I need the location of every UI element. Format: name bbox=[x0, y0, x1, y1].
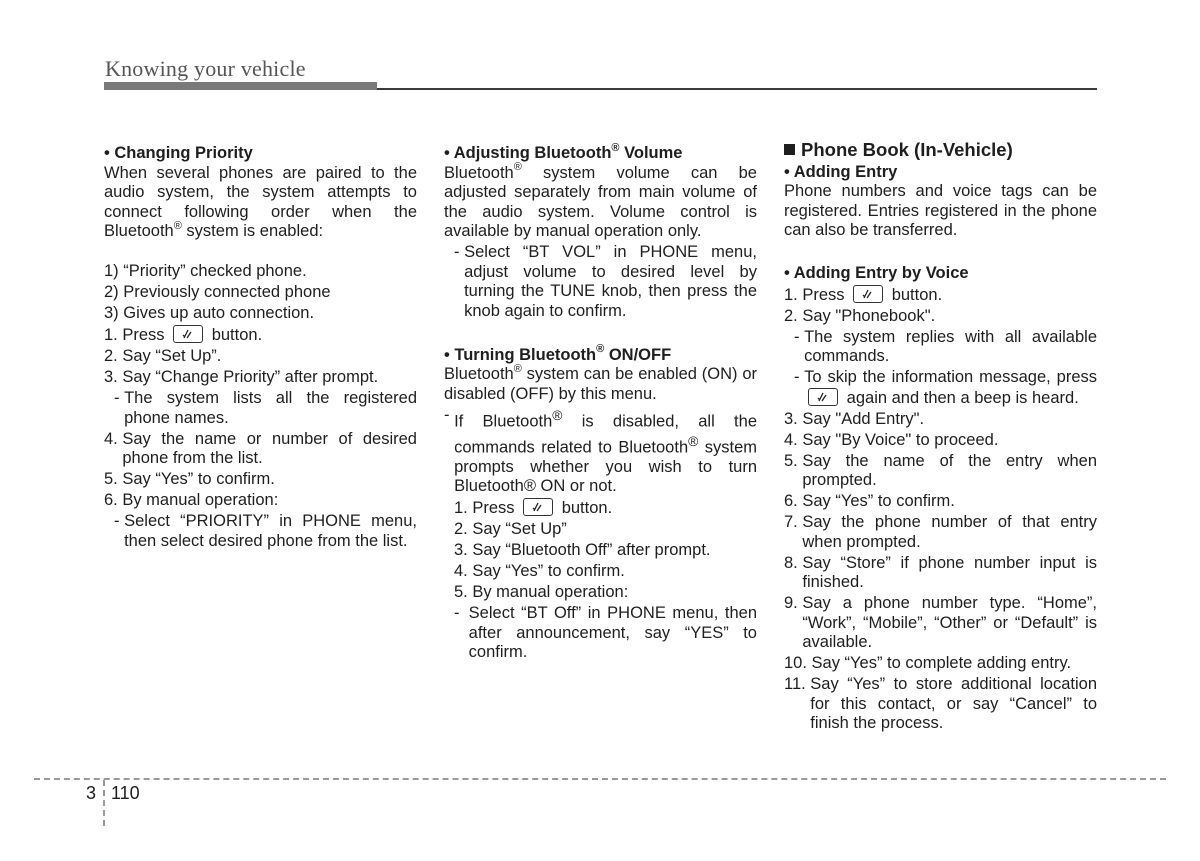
list-item: 10. Say “Yes” to complete adding entry. bbox=[784, 654, 1072, 672]
column-2 bbox=[444, 140, 757, 664]
section-heading: • Adding Entry by Voice bbox=[784, 263, 969, 282]
list-item: 5. Say “Yes” to confirm. bbox=[104, 470, 275, 488]
list-item: 3. Say “Bluetooth Off” after prompt. bbox=[454, 541, 711, 559]
list-subitem: - To skip the information message, press again and then a beep is heard. bbox=[794, 368, 1097, 407]
list-item: 3) Gives up auto connection. bbox=[104, 304, 315, 322]
section-heading: • Turning Bluetooth® ON/OFF bbox=[444, 343, 672, 364]
list-item: 1. Press button. bbox=[454, 499, 613, 517]
list-item: 2. Say "Phonebook". bbox=[784, 306, 936, 325]
section-heading: • Adding Entry bbox=[784, 162, 898, 181]
footer-vertical-divider bbox=[103, 780, 105, 826]
header-rule-accent bbox=[104, 82, 377, 90]
list-item: 1) “Priority” checked phone. bbox=[104, 262, 307, 280]
voice-talk-icon bbox=[808, 388, 838, 406]
list-item: 8. Say “Store” if phone number input is finished. bbox=[784, 553, 1097, 591]
list-subitem: - The system lists all the registered phone names. bbox=[114, 389, 417, 427]
paragraph: When several phones are paired to the audio system, the system attempts to connect following order when the Bluetooth® system is enabled: bbox=[104, 163, 417, 240]
list-subitem: - The system replies with all available commands. bbox=[794, 327, 1097, 365]
list-item: 1. Press button. bbox=[104, 326, 263, 344]
list-item: 7. Say the phone number of that entry when prompted. bbox=[784, 513, 1097, 551]
voice-talk-icon bbox=[173, 325, 203, 343]
paragraph: Phone numbers and voice tags can be registered. Entries registered in the phone can also be transferred. bbox=[784, 182, 1097, 239]
list-item: 11. Say “Yes” to store additional location for this contact, or say “Cancel” to finish the process. bbox=[784, 675, 1097, 732]
section-title: Phone Book (In-Vehicle) bbox=[784, 140, 1097, 160]
list-subitem: - If Bluetooth® is disabled, all the commands related to Bluetooth® system prompts whether you wish to turn Bluetooth® ON or not. bbox=[444, 405, 757, 495]
page-number: 110 bbox=[111, 783, 140, 803]
list-item: 6. By manual operation: bbox=[104, 491, 279, 509]
list-item: 9. Say a phone number type. “Home”, “Work”, “Mobile”, “Other” or “Default” is available. bbox=[784, 594, 1097, 651]
list-item: 5. Say the name of the entry when prompted. bbox=[784, 451, 1097, 489]
list-item: 5. By manual operation: bbox=[454, 583, 629, 601]
column-3 bbox=[784, 140, 1097, 735]
page-header-title: Knowing your vehicle bbox=[105, 56, 306, 81]
column-1 bbox=[104, 140, 417, 553]
list-subitem: - Select “PRIORITY” in PHONE menu, then select desired phone from the list. bbox=[114, 512, 417, 550]
list-item: 4. Say “Yes” to confirm. bbox=[454, 562, 625, 580]
list-item: 1. Press button. bbox=[784, 285, 943, 304]
list-item: 6. Say “Yes” to confirm. bbox=[784, 492, 955, 510]
footer-divider bbox=[34, 778, 1166, 780]
list-item: 3. Say "Add Entry". bbox=[784, 409, 925, 428]
paragraph: Bluetooth® system volume can be adjusted separately from main volume of the audio system. Volume control is available by manual operation only. bbox=[444, 161, 757, 240]
list-item: 2. Say “Set Up” bbox=[454, 520, 567, 538]
section-heading: • Changing Priority bbox=[104, 144, 253, 162]
section-heading: • Adjusting Bluetooth® Volume bbox=[444, 141, 683, 162]
list-item: 2) Previously connected phone bbox=[104, 283, 331, 301]
paragraph: Bluetooth® system can be enabled (ON) or disabled (OFF) by this menu. bbox=[444, 362, 757, 403]
list-item: 4. Say the name or number of desired phone from the list. bbox=[104, 429, 417, 467]
list-subitem: - Select “BT VOL” in PHONE menu, adjust volume to desired level by turning the TUNE knob, then press the knob again to confirm. bbox=[454, 243, 757, 320]
voice-talk-icon bbox=[523, 498, 553, 516]
list-item: 3. Say “Change Priority” after prompt. bbox=[104, 368, 379, 386]
list-item: 4. Say "By Voice" to proceed. bbox=[784, 430, 999, 449]
chapter-number: 3 bbox=[86, 783, 97, 803]
list-subitem: - Select “BT Off” in PHONE menu, then after announcement, say “YES” to confirm. bbox=[454, 604, 757, 661]
voice-talk-icon bbox=[853, 285, 883, 303]
black-square-icon bbox=[784, 144, 795, 155]
list-item: 2. Say “Set Up”. bbox=[104, 347, 222, 365]
